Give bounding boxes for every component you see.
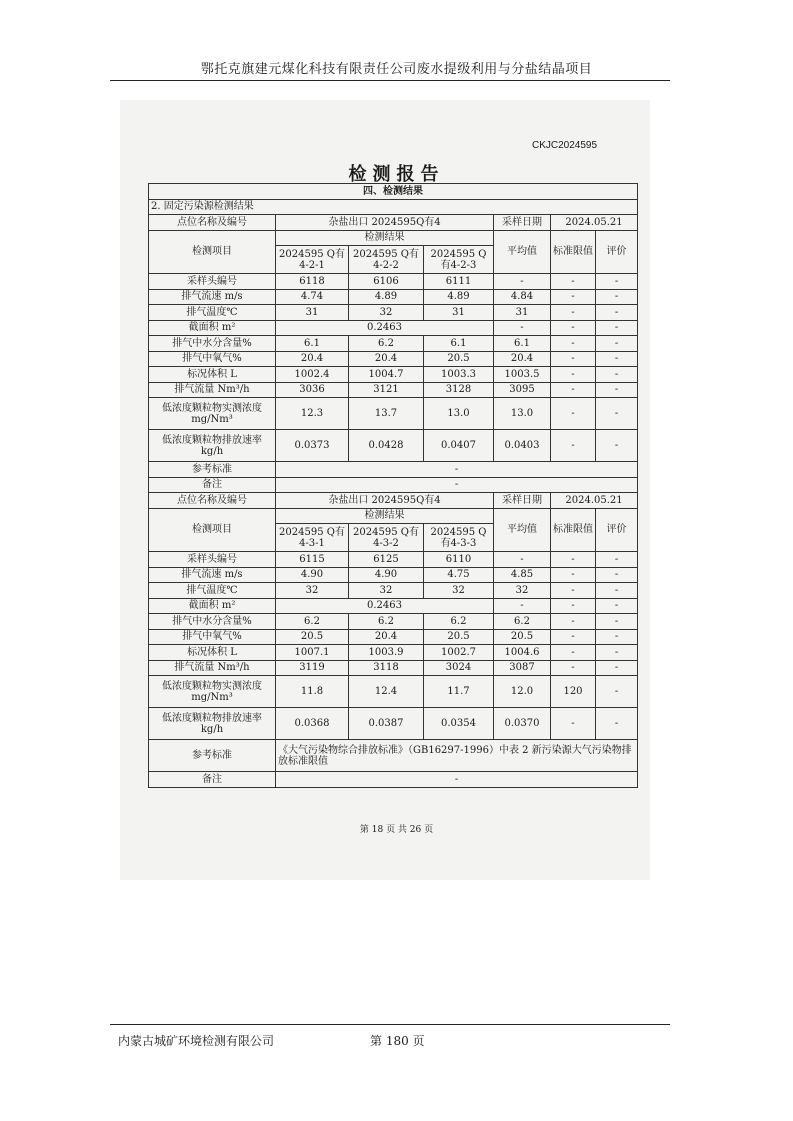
value-cell: - <box>596 567 638 583</box>
data-row <box>149 660 638 676</box>
value-cell: 3118 <box>349 660 424 676</box>
value-cell: - <box>596 708 638 740</box>
value-cell: - <box>551 398 596 430</box>
evaluation-header: 评价 <box>596 230 638 274</box>
value-cell: 12.0 <box>494 676 551 708</box>
point-row <box>149 493 638 509</box>
average-header: 平均值 <box>494 230 551 274</box>
value-cell: - <box>494 598 551 614</box>
row-label: 排气中氧气% <box>149 351 276 367</box>
value-cell: - <box>551 645 596 661</box>
section-title-row <box>149 184 638 200</box>
value-cell: 3121 <box>349 382 424 398</box>
value-cell: 6.2 <box>276 614 349 630</box>
report-id: CKJC2024595 <box>532 140 598 151</box>
value-cell: 20.5 <box>424 629 494 645</box>
section-title: 四、检测结果 <box>149 184 638 200</box>
value-cell: 20.4 <box>276 351 349 367</box>
row-label: 截面积 m² <box>149 598 276 614</box>
value-cell: 3128 <box>424 382 494 398</box>
value-cell: - <box>551 567 596 583</box>
value-cell: 4.74 <box>276 289 349 305</box>
sample-date-value: 2024.05.21 <box>551 493 638 509</box>
reference-row <box>149 740 638 772</box>
value-cell: - <box>551 336 596 352</box>
value-cell: - <box>494 274 551 290</box>
value-cell: 12.4 <box>349 676 424 708</box>
value-cell: 3119 <box>276 660 349 676</box>
remarks-label: 备注 <box>149 772 276 788</box>
value-cell: - <box>551 598 596 614</box>
remarks-row <box>149 477 638 493</box>
sample-id: 2024595 Q有4-3-3 <box>424 524 494 552</box>
remarks-value: - <box>276 772 638 788</box>
footer-company: 内蒙古城矿环境检测有限公司 <box>118 1034 275 1048</box>
value-cell: - <box>596 289 638 305</box>
value-cell: 4.89 <box>349 289 424 305</box>
data-row <box>149 398 638 430</box>
value-cell: 32 <box>349 583 424 599</box>
value-cell: 31 <box>276 305 349 321</box>
value-cell: - <box>551 320 596 336</box>
data-row <box>149 336 638 352</box>
value-cell: 20.4 <box>494 351 551 367</box>
reference-value: 《大气污染物综合排放标准》（GB16297-1996）中表 2 新污染源大气污染物排放标准限值 <box>276 740 638 772</box>
row-label: 低浓度颗粒物排放速率kg/h <box>149 708 276 740</box>
value-cell: - <box>551 629 596 645</box>
report-page-number: 第 18 页 共 26 页 <box>359 825 434 835</box>
value-cell: 4.85 <box>494 567 551 583</box>
row-label: 排气中水分含量% <box>149 336 276 352</box>
data-row <box>149 645 638 661</box>
reference-value: - <box>276 462 638 478</box>
value-cell: - <box>596 336 638 352</box>
value-cell: 0.0403 <box>494 430 551 462</box>
value-cell: 0.2463 <box>276 598 494 614</box>
value-cell: - <box>551 274 596 290</box>
value-cell: - <box>596 274 638 290</box>
footer-page: 第 180 页 <box>370 1034 425 1048</box>
value-cell: 6.2 <box>494 614 551 630</box>
value-cell: 6115 <box>276 552 349 568</box>
value-cell: 1007.1 <box>276 645 349 661</box>
value-cell: - <box>551 708 596 740</box>
value-cell: 31 <box>494 305 551 321</box>
value-cell: 11.8 <box>276 676 349 708</box>
row-label: 采样头编号 <box>149 552 276 568</box>
value-cell: - <box>596 598 638 614</box>
value-cell: - <box>596 583 638 599</box>
value-cell: - <box>551 583 596 599</box>
data-row <box>149 614 638 630</box>
document-header-title: 鄂托克旗建元煤化科技有限责任公司废水提级利用与分盐结晶项目 <box>200 62 593 77</box>
remarks-row <box>149 772 638 788</box>
results-header: 检测结果 <box>276 230 494 246</box>
value-cell: - <box>596 645 638 661</box>
value-cell: - <box>494 320 551 336</box>
sample-id: 2024595 Q有4-2-2 <box>349 246 424 274</box>
value-cell: 3024 <box>424 660 494 676</box>
value-cell: 6118 <box>276 274 349 290</box>
row-label: 排气流量 Nm³/h <box>149 382 276 398</box>
value-cell: - <box>551 289 596 305</box>
subsection-row <box>149 199 638 215</box>
header-row-1 <box>149 508 638 524</box>
value-cell: - <box>494 552 551 568</box>
value-cell: 6.2 <box>349 336 424 352</box>
point-name-label: 点位名称及编号 <box>149 493 276 509</box>
value-cell: 13.7 <box>349 398 424 430</box>
header-rule <box>110 80 670 81</box>
point-row <box>149 215 638 231</box>
row-label: 低浓度颗粒物排放速率kg/h <box>149 430 276 462</box>
value-cell: - <box>551 367 596 383</box>
subsection-title: 2. 固定污染源检测结果 <box>149 199 638 215</box>
data-row <box>149 305 638 321</box>
value-cell: 1002.4 <box>276 367 349 383</box>
value-cell: 6125 <box>349 552 424 568</box>
value-cell: 3036 <box>276 382 349 398</box>
average-header: 平均值 <box>494 508 551 552</box>
value-cell: 6106 <box>349 274 424 290</box>
value-cell: 4.75 <box>424 567 494 583</box>
value-cell: 1004.6 <box>494 645 551 661</box>
row-label: 截面积 m² <box>149 320 276 336</box>
row-label: 标况体积 L <box>149 645 276 661</box>
row-label: 排气流量 Nm³/h <box>149 660 276 676</box>
value-cell: 20.4 <box>349 629 424 645</box>
point-name-label: 点位名称及编号 <box>149 215 276 231</box>
value-cell: 0.0354 <box>424 708 494 740</box>
value-cell: - <box>551 430 596 462</box>
value-cell: 12.3 <box>276 398 349 430</box>
value-cell: 20.5 <box>494 629 551 645</box>
evaluation-header: 评价 <box>596 508 638 552</box>
sample-id: 2024595 Q有4-2-3 <box>424 246 494 274</box>
reference-label: 参考标准 <box>149 462 276 478</box>
value-cell: 31 <box>424 305 494 321</box>
value-cell: - <box>596 305 638 321</box>
value-cell: 6.2 <box>349 614 424 630</box>
data-row <box>149 320 638 336</box>
value-cell: 32 <box>494 583 551 599</box>
data-row <box>149 629 638 645</box>
value-cell: 0.0368 <box>276 708 349 740</box>
value-cell: 1002.7 <box>424 645 494 661</box>
data-row <box>149 289 638 305</box>
value-cell: 6.2 <box>424 614 494 630</box>
value-cell: 1003.5 <box>494 367 551 383</box>
row-label: 标况体积 L <box>149 367 276 383</box>
value-cell: - <box>596 351 638 367</box>
report-title: 检测报告 <box>348 164 445 185</box>
value-cell: 4.90 <box>349 567 424 583</box>
value-cell: 0.0370 <box>494 708 551 740</box>
value-cell: 6.1 <box>494 336 551 352</box>
value-cell: - <box>551 660 596 676</box>
value-cell: 4.90 <box>276 567 349 583</box>
sample-id: 2024595 Q有4-2-1 <box>276 246 349 274</box>
results-header: 检测结果 <box>276 508 494 524</box>
value-cell: 20.5 <box>276 629 349 645</box>
value-cell: 1004.7 <box>349 367 424 383</box>
value-cell: - <box>551 305 596 321</box>
row-label: 排气流速 m/s <box>149 567 276 583</box>
data-row <box>149 552 638 568</box>
value-cell: 32 <box>349 305 424 321</box>
data-row <box>149 708 638 740</box>
value-cell: 120 <box>551 676 596 708</box>
point-name-value: 杂盐出口 2024595Q有4 <box>276 215 494 231</box>
value-cell: - <box>596 367 638 383</box>
item-header: 检测项目 <box>149 230 276 274</box>
row-label: 低浓度颗粒物实测浓度mg/Nm³ <box>149 398 276 430</box>
sample-date-value: 2024.05.21 <box>551 215 638 231</box>
value-cell: 4.84 <box>494 289 551 305</box>
value-cell: 32 <box>424 583 494 599</box>
value-cell: 3087 <box>494 660 551 676</box>
value-cell: 6110 <box>424 552 494 568</box>
value-cell: 0.0373 <box>276 430 349 462</box>
footer-rule <box>110 1024 670 1025</box>
value-cell: - <box>551 614 596 630</box>
value-cell: 32 <box>276 583 349 599</box>
sample-id: 2024595 Q有4-3-2 <box>349 524 424 552</box>
row-label: 采样头编号 <box>149 274 276 290</box>
remarks-value: - <box>276 477 638 493</box>
data-row <box>149 676 638 708</box>
value-cell: 0.0428 <box>349 430 424 462</box>
value-cell: - <box>596 614 638 630</box>
row-label: 低浓度颗粒物实测浓度mg/Nm³ <box>149 676 276 708</box>
value-cell: 20.5 <box>424 351 494 367</box>
value-cell: 0.0387 <box>349 708 424 740</box>
data-row <box>149 351 638 367</box>
value-cell: 0.2463 <box>276 320 494 336</box>
value-cell: - <box>596 430 638 462</box>
data-row <box>149 367 638 383</box>
value-cell: 3095 <box>494 382 551 398</box>
item-header: 检测项目 <box>149 508 276 552</box>
value-cell: - <box>596 629 638 645</box>
sample-id: 2024595 Q有4-3-1 <box>276 524 349 552</box>
header-row-1 <box>149 230 638 246</box>
value-cell: - <box>596 398 638 430</box>
limit-header: 标准限值 <box>551 508 596 552</box>
value-cell: 1003.3 <box>424 367 494 383</box>
reference-row <box>149 462 638 478</box>
sample-date-label: 采样日期 <box>494 493 551 509</box>
value-cell: - <box>596 552 638 568</box>
value-cell: 6.1 <box>276 336 349 352</box>
value-cell: 0.0407 <box>424 430 494 462</box>
value-cell: 20.4 <box>349 351 424 367</box>
row-label: 排气中氧气% <box>149 629 276 645</box>
results-table <box>148 183 638 788</box>
point-name-value: 杂盐出口 2024595Q有4 <box>276 493 494 509</box>
value-cell: - <box>596 320 638 336</box>
data-row <box>149 567 638 583</box>
value-cell: 11.7 <box>424 676 494 708</box>
value-cell: - <box>596 676 638 708</box>
data-row <box>149 274 638 290</box>
reference-label: 参考标准 <box>149 740 276 772</box>
value-cell: 13.0 <box>494 398 551 430</box>
value-cell: 4.89 <box>424 289 494 305</box>
data-row <box>149 598 638 614</box>
value-cell: - <box>551 552 596 568</box>
value-cell: 13.0 <box>424 398 494 430</box>
data-row <box>149 382 638 398</box>
row-label: 排气中水分含量% <box>149 614 276 630</box>
value-cell: 6.1 <box>424 336 494 352</box>
value-cell: - <box>551 351 596 367</box>
data-row <box>149 583 638 599</box>
limit-header: 标准限值 <box>551 230 596 274</box>
value-cell: 1003.9 <box>349 645 424 661</box>
row-label: 排气温度℃ <box>149 305 276 321</box>
remarks-label: 备注 <box>149 477 276 493</box>
value-cell: - <box>596 660 638 676</box>
data-row <box>149 430 638 462</box>
value-cell: - <box>551 382 596 398</box>
row-label: 排气流速 m/s <box>149 289 276 305</box>
row-label: 排气温度℃ <box>149 583 276 599</box>
value-cell: - <box>596 382 638 398</box>
sample-date-label: 采样日期 <box>494 215 551 231</box>
value-cell: 6111 <box>424 274 494 290</box>
